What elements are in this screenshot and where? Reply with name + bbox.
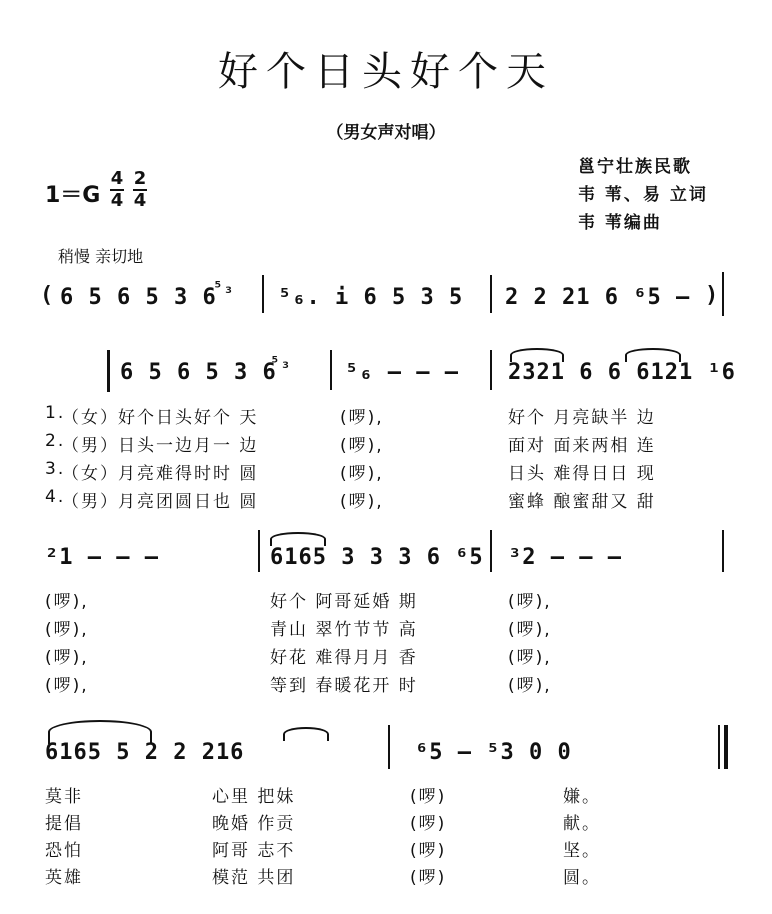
- song-subtitle: （男女声对唱）: [326, 123, 446, 143]
- verse-1-number: 1.: [45, 403, 66, 423]
- barline-end: [722, 272, 724, 316]
- slur: [283, 727, 329, 741]
- verse-1-line1c: 好个 月亮缺半 边: [508, 408, 656, 428]
- row2-measure-3: ³2 – – –: [508, 545, 622, 570]
- verse-1-line3a: 莫非: [45, 787, 83, 807]
- verse-2-line2a: (啰),: [45, 620, 89, 640]
- intro-measure-3: 2 2 21 6 ⁶5 –: [505, 285, 691, 310]
- row1-measure-1: 6 5 6 5 3 6: [120, 360, 277, 385]
- row3-measure-2: ⁶5 – ⁵3 0 0: [415, 740, 572, 765]
- time-signature-1: 4 4: [110, 168, 124, 211]
- verse-1-line1b: (啰),: [340, 408, 384, 428]
- verse-2-line1b: (啰),: [340, 436, 384, 456]
- verse-3-line3a: 恐怕: [45, 841, 83, 861]
- verse-1-line2a: (啰),: [45, 592, 89, 612]
- verse-4-line1b: (啰),: [340, 492, 384, 512]
- verse-3-line3b: 阿哥 志不: [212, 841, 296, 861]
- slur: [270, 532, 326, 546]
- intro-open-paren: (: [40, 283, 55, 308]
- verse-2-line1c: 面对 面来两相 连: [508, 436, 656, 456]
- row1-grace-1: ⁵₃: [270, 353, 292, 372]
- credit-origin: 邕宁壮族民歌: [578, 157, 692, 177]
- verse-4-line1a: 月亮团圆日也 圆: [118, 492, 259, 512]
- repeat-end-thick-bar: [724, 725, 728, 769]
- intro-measure-1: 6 5 6 5 3 6: [60, 285, 217, 310]
- verse-4-line2a: (啰),: [45, 676, 89, 696]
- barline: [490, 350, 492, 390]
- barline: [262, 275, 264, 313]
- key-signature: 1＝G: [45, 183, 101, 208]
- verse-4-line3b: 模范 共团: [212, 868, 296, 888]
- verse-4-line3c: (啰): [410, 868, 447, 888]
- verse-1-line3d: 嫌。: [563, 787, 601, 807]
- barline: [330, 350, 332, 390]
- verse-3-singer: （女）: [62, 464, 119, 484]
- barline: [490, 530, 492, 572]
- verse-1-line2b: 好个 阿哥延婚 期: [270, 592, 418, 612]
- row3-measure-1: 6165 5 2 2 216: [45, 740, 245, 765]
- barline: [258, 530, 260, 572]
- verse-4-line1c: 蜜蜂 酿蜜甜又 甜: [508, 492, 656, 512]
- intro-grace-1: ⁵₃: [213, 278, 235, 297]
- verse-3-line2a: (啰),: [45, 648, 89, 668]
- row1-measure-3: 2321 6 6 6121 ¹6: [508, 360, 736, 385]
- verse-2-singer: （男）: [62, 436, 119, 456]
- barline: [388, 725, 390, 769]
- verse-2-line2c: (啰),: [508, 620, 552, 640]
- tempo-marking: 稍慢 亲切地: [58, 247, 144, 266]
- verse-2-line3c: (啰): [410, 814, 447, 834]
- verse-1-line2c: (啰),: [508, 592, 552, 612]
- verse-3-line1a: 月亮难得时时 圆: [118, 464, 259, 484]
- verse-4-line2c: (啰),: [508, 676, 552, 696]
- row2-measure-2: 6165 3 3 3 6 ⁶5: [270, 545, 484, 570]
- row2-measure-1: ²1 – – –: [45, 545, 159, 570]
- verse-3-line3d: 坚。: [563, 841, 601, 861]
- verse-4-singer: （男）: [62, 492, 119, 512]
- verse-3-line1c: 日头 难得日日 现: [508, 464, 656, 484]
- row1-measure-2: ⁵₆ – – –: [345, 360, 459, 385]
- repeat-start-bar: [107, 350, 110, 392]
- verse-3-line2b: 好花 难得月月 香: [270, 648, 418, 668]
- verse-2-line1a: 日头一边月一 边: [118, 436, 259, 456]
- verse-1-line3c: (啰): [410, 787, 447, 807]
- verse-2-line3d: 献。: [563, 814, 601, 834]
- verse-3-number: 3.: [45, 459, 66, 479]
- verse-2-line3b: 晚婚 作贡: [212, 814, 296, 834]
- credit-lyricists: 韦 苇、易 立词: [578, 185, 708, 205]
- barline: [490, 275, 492, 313]
- verse-2-line3a: 提倡: [45, 814, 83, 834]
- verse-2-line2b: 青山 翠竹节节 高: [270, 620, 418, 640]
- repeat-end-thin-bar: [718, 725, 720, 769]
- verse-3-line2c: (啰),: [508, 648, 552, 668]
- verse-3-line3c: (啰): [410, 841, 447, 861]
- song-title: 好个日头好个天: [218, 49, 554, 95]
- intro-measure-2: ⁵₆. i 6 5 3 5: [278, 285, 464, 310]
- verse-1-line3b: 心里 把妹: [212, 787, 296, 807]
- barline: [722, 530, 724, 572]
- verse-1-singer: （女）: [62, 408, 119, 428]
- intro-close-paren: ): [705, 283, 720, 308]
- verse-3-line1b: (啰),: [340, 464, 384, 484]
- verse-2-number: 2.: [45, 431, 66, 451]
- credit-arranger: 韦 苇编曲: [578, 213, 662, 233]
- verse-4-line3a: 英雄: [45, 868, 83, 888]
- verse-1-line1a: 好个日头好个 天: [118, 408, 259, 428]
- verse-4-line3d: 圆。: [563, 868, 601, 888]
- verse-4-line2b: 等到 春暖花开 时: [270, 676, 418, 696]
- verse-4-number: 4.: [45, 487, 66, 507]
- time-signature-2: 2 4: [133, 168, 147, 211]
